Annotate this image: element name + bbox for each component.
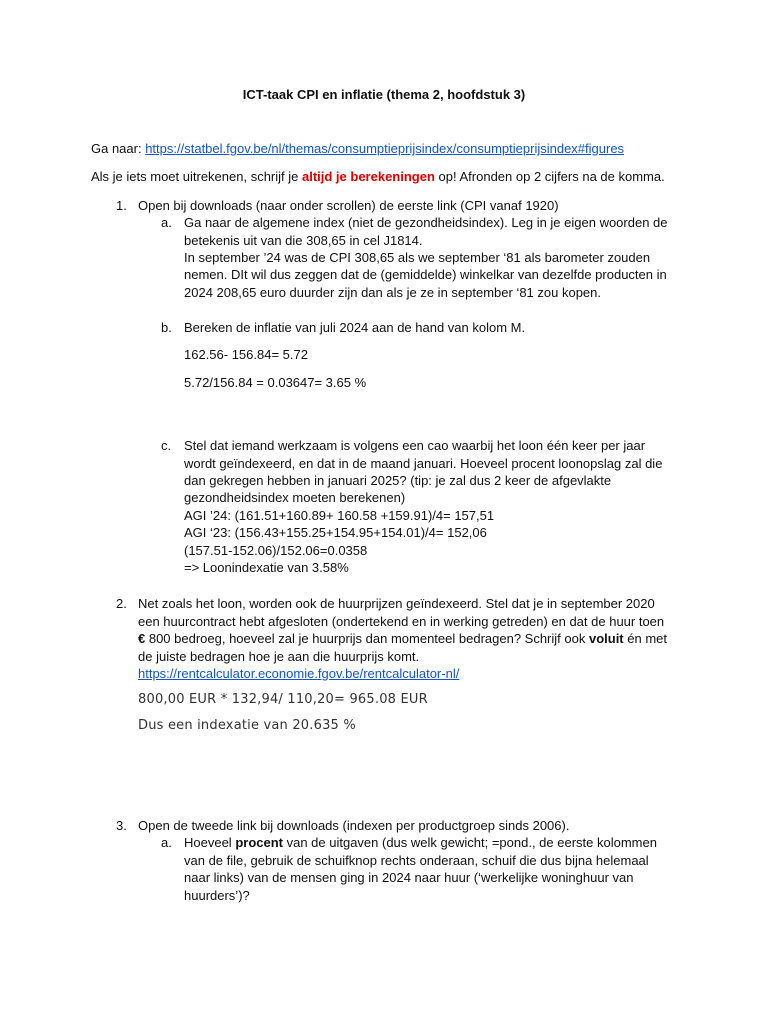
q2-url-line	[138, 665, 459, 682]
q3-text: Open de tweede link bij downloads (indexen per productgroep sinds 2006).	[138, 818, 570, 833]
q1a-letter: a.	[161, 215, 172, 230]
q1b-calc2: 5.72/156.84 = 0.03647= 3.65 %	[184, 375, 367, 390]
q1c-line: AGI ’24: (161.51+160.89+ 160.58 +159.91)/4= 157,51	[184, 508, 495, 523]
statbel-link[interactable]: https://statbel.fgov.be/nl/themas/consumptieprijsindex/consumptieprijsindex#figures	[145, 141, 625, 156]
q1a-line: nemen. DIt wil dus zeggen dat de (gemiddelde) winkelkar van dezelfde producten in	[184, 267, 667, 282]
q3a-line: huurders’)?	[184, 888, 250, 903]
q3a-line	[184, 834, 657, 851]
q1-text: Open bij downloads (naar onder scrollen) de eerste link (CPI vanaf 1920)	[138, 198, 559, 213]
q1c-line: dan gekregen hebben in januari 2025? (tip: je zal dus 2 keer de afgevlakte	[184, 473, 612, 488]
instruction-pre: Als je iets moet uitrekenen, schrijf je	[91, 169, 302, 184]
q3a-line: naar links) van de mensen ging in 2024 naar huur (‘werkelijke woninghuur van	[184, 870, 634, 885]
q2-line	[138, 630, 667, 647]
q2-answer1: 800,00 EUR * 132,94/ 110,20= 965.08 EUR	[138, 692, 428, 707]
q1a-line: Ga naar de algemene index (niet de gezondheidsindex). Leg in je eigen woorden de	[184, 215, 668, 230]
q3-number: 3.	[116, 818, 127, 833]
q1b-letter: b.	[161, 320, 172, 335]
instruction-line	[91, 168, 665, 185]
q1c-line: (157.51-152.06)/152.06=0.0358	[184, 543, 368, 558]
q2-line3-end: én met	[623, 631, 667, 646]
goto-line	[91, 140, 624, 157]
q3a-line1-bold: procent	[235, 835, 283, 850]
q1-number: 1.	[116, 198, 127, 213]
q3a-line1-pre: Hoeveel	[184, 835, 236, 850]
q1c-letter: c.	[161, 438, 172, 453]
q1c-line: AGI ‘23: (156.43+155.25+154.95+154.01)/4= 152,06	[184, 525, 487, 540]
q1a-line: In september ’24 was de CPI 308,65 als we september ‘81 als barometer zouden	[184, 250, 651, 265]
q2-line: een huurcontract hebt afgesloten (ondertekend en in werking getreden) en dat de huur toen	[138, 614, 665, 629]
q2-line: Net zoals het loon, worden ook de huurprijzen geïndexeerd. Stel dat je in september 2020	[138, 596, 655, 611]
euro-sign: €	[138, 631, 146, 646]
q1b-calc1: 162.56- 156.84= 5.72	[184, 347, 308, 362]
instruction-post: op! Afronden op 2 cijfers na de komma.	[434, 169, 665, 184]
q1a-line: betekenis uit van die 308,65 in cel J1814.	[184, 233, 423, 248]
q2-number: 2.	[116, 596, 127, 611]
instruction-highlight: altijd je berekeningen	[301, 169, 435, 184]
q1c-line: gezondheidsindex moeten berekenen)	[184, 490, 406, 505]
q2-line: de juiste bedragen hoe je aan die huurprijs komt.	[138, 649, 420, 664]
q3a-line: van de file, gebruik de schuifknop rechts onderaan, schuif die dus bijna helemaal	[184, 853, 649, 868]
q2-answer2: Dus een indexatie van 20.635 %	[138, 718, 356, 733]
q1c-line: Stel dat iemand werkzaam is volgens een cao waarbij het loon één keer per jaar	[184, 438, 646, 453]
q1c-line: => Loonindexatie van 3.58%	[184, 560, 349, 575]
q1a-line: 2024 208,65 euro duurder zijn dan als je ze in september ‘81 zou kopen.	[184, 285, 602, 300]
rentcalculator-link[interactable]: https://rentcalculator.economie.fgov.be/rentcalculator-nl/	[138, 666, 460, 681]
q3a-line1-post: van de uitgaven (dus welk gewicht; =pond., de eerste kolommen	[282, 835, 657, 850]
q1b-text: Bereken de inflatie van juli 2024 aan de hand van kolom M.	[184, 320, 526, 335]
goto-label: Ga naar:	[91, 141, 146, 156]
q2-line3-bold: voluit	[588, 631, 624, 646]
q3a-letter: a.	[161, 835, 172, 850]
q1c-line: wordt geïndexeerd, en dat in de maand januari. Hoeveel procent loonopslag zal die	[184, 456, 663, 471]
q2-line3-mid: 800 bedroeg, hoeveel zal je huurprijs dan momenteel bedragen? Schrijf ook	[145, 631, 589, 646]
document-title: ICT-taak CPI en inflatie (thema 2, hoofdstuk 3)	[242, 87, 526, 102]
